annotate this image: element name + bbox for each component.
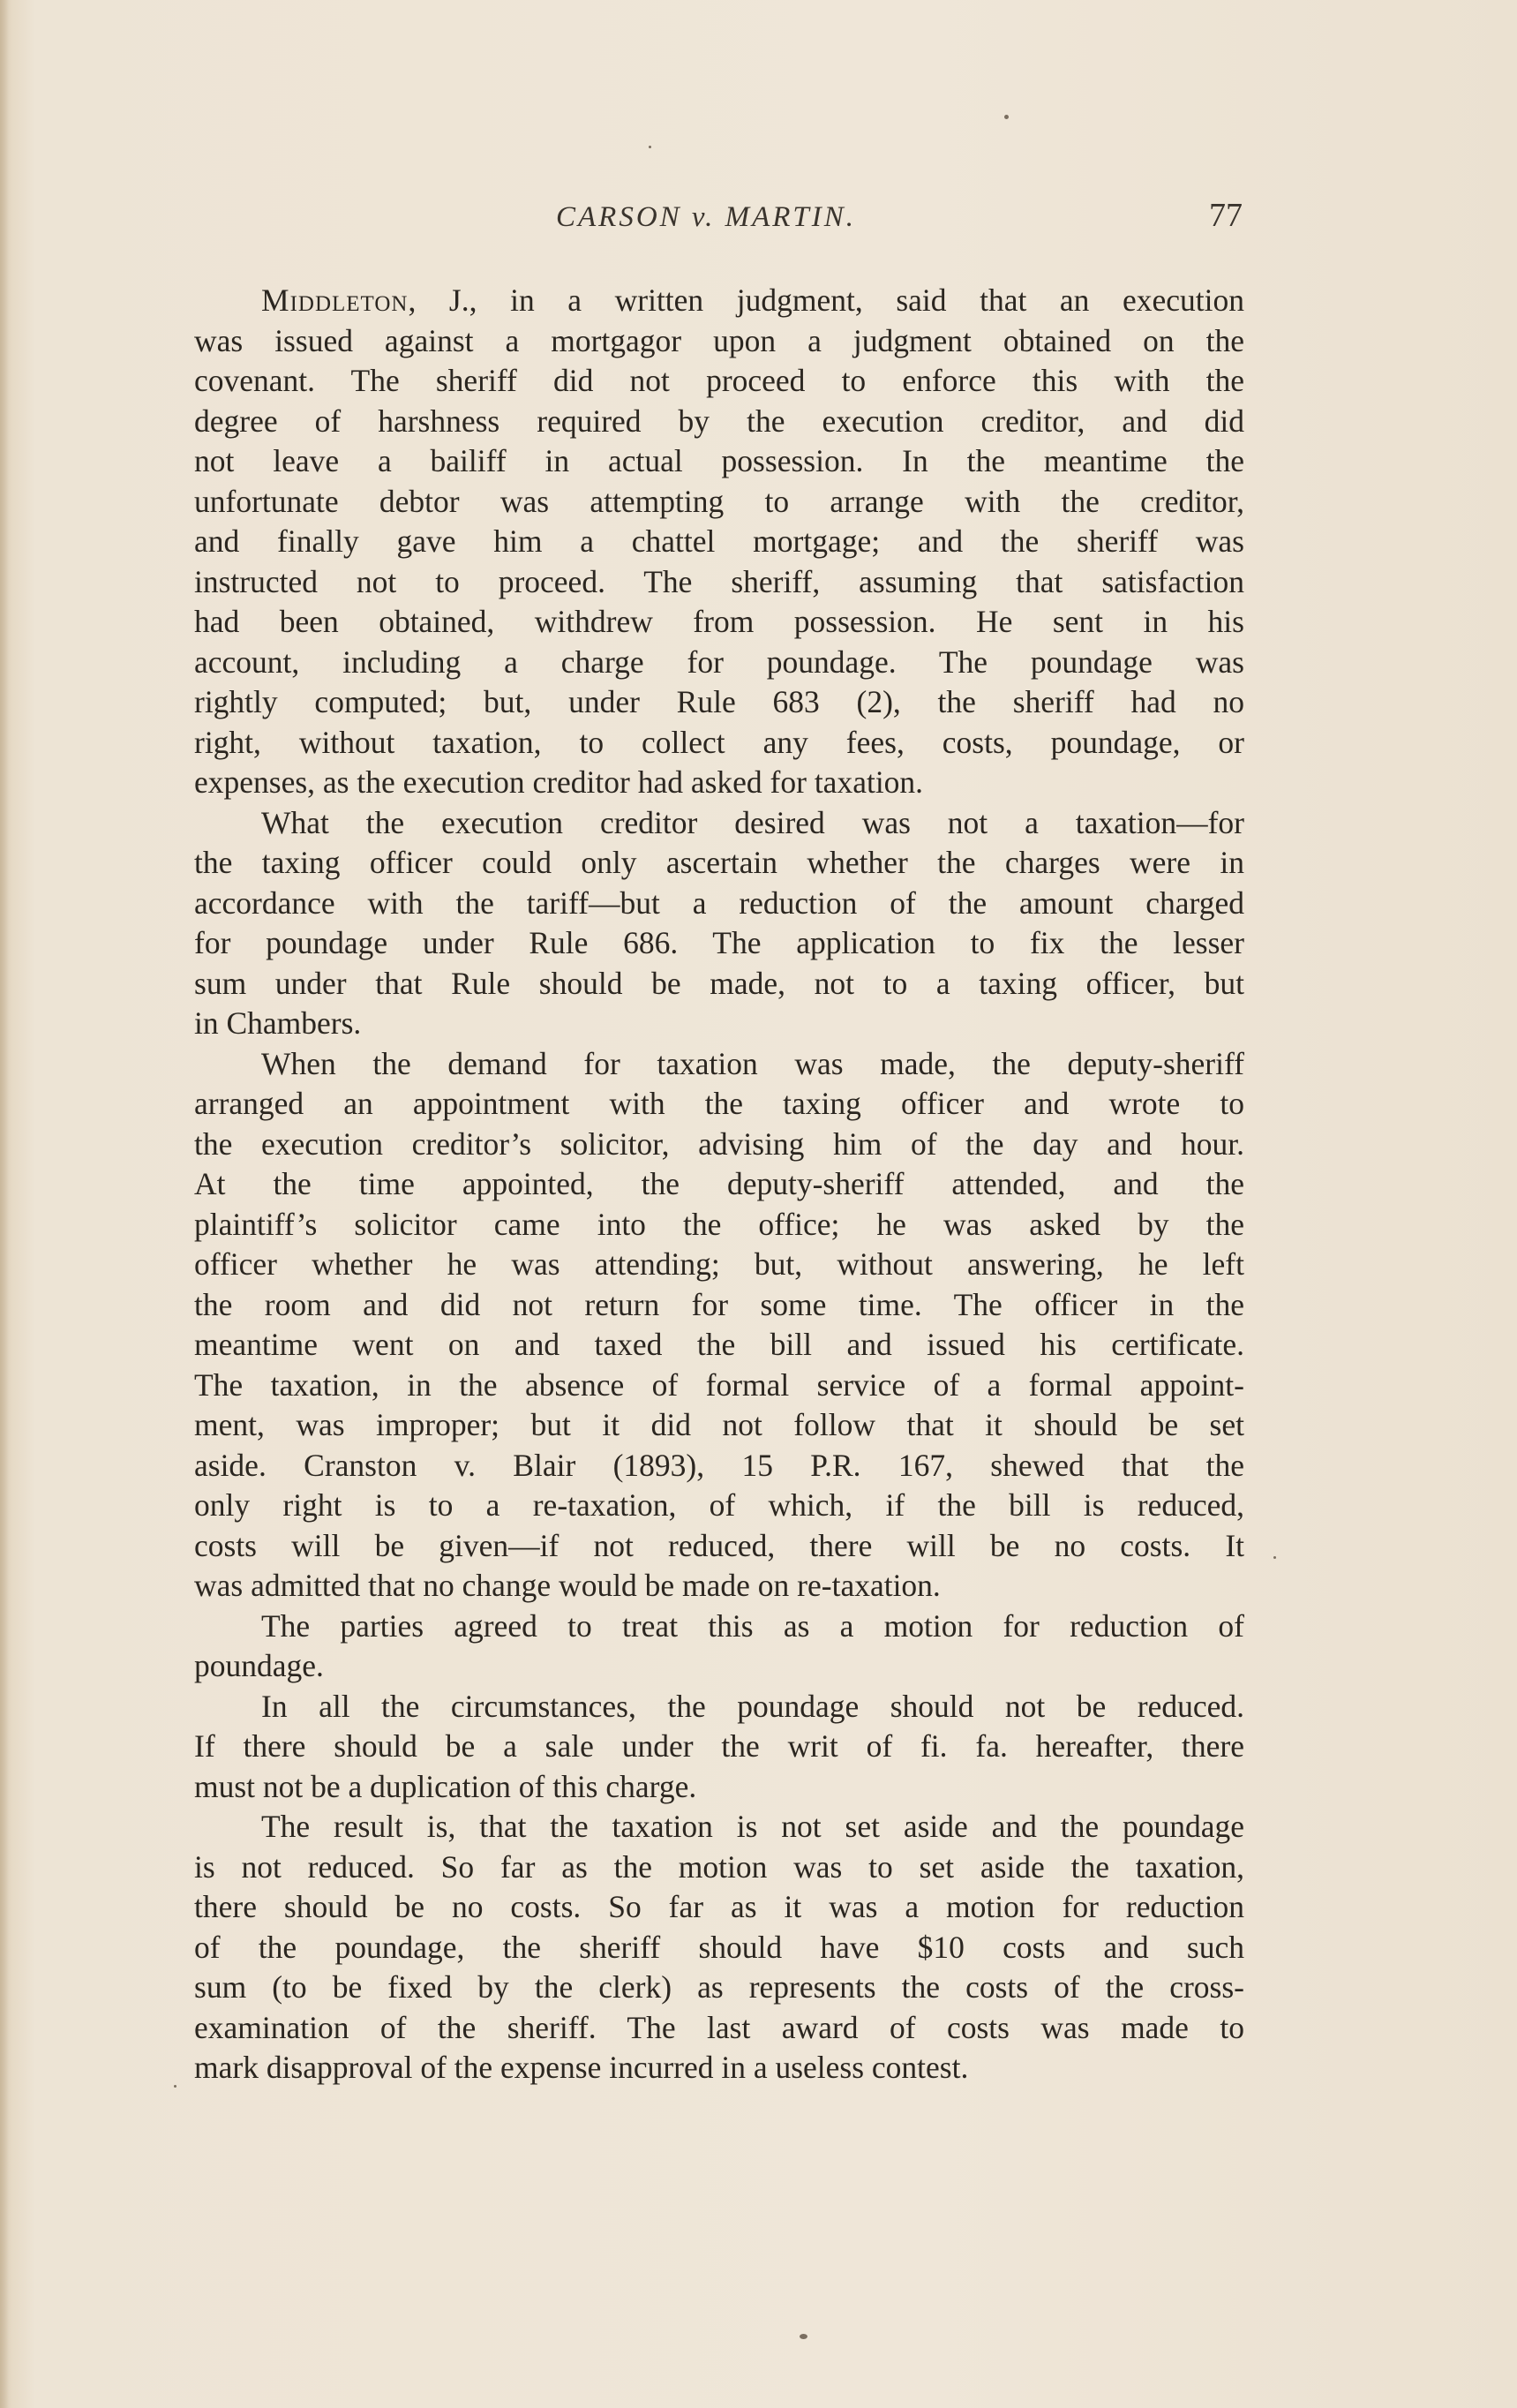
text-line bbox=[194, 1526, 1244, 1567]
line-text: If there should be a sale under the writ of fi. fa. hereafter, there bbox=[194, 1728, 1244, 1764]
text-line bbox=[194, 1807, 1244, 1847]
text-line bbox=[194, 1968, 1244, 2008]
line-text: for poundage under Rule 686. The application to fix the lesser bbox=[194, 925, 1244, 960]
line-text: unfortunate debtor was attempting to arrange with the creditor, bbox=[194, 483, 1244, 519]
line-text: of the poundage, the sheriff should have $10 costs and such bbox=[194, 1929, 1244, 1965]
text-line bbox=[194, 321, 1244, 362]
text-line bbox=[194, 1325, 1244, 1366]
line-text: the room and did not return for some time. The officer in the bbox=[194, 1286, 1244, 1322]
text-line bbox=[194, 1164, 1244, 1205]
text-line bbox=[194, 884, 1244, 924]
line-text: account, including a charge for poundage. The poundage was bbox=[194, 643, 1244, 680]
text-line bbox=[194, 1205, 1244, 1245]
binding-edge-shadow bbox=[0, 0, 9, 2408]
line-text: was admitted that no change would be made on re-taxation. bbox=[194, 1568, 941, 1603]
text-line bbox=[194, 682, 1244, 723]
text-line bbox=[194, 2008, 1244, 2049]
text-line bbox=[194, 2048, 1244, 2088]
line-text: expenses, as the execution creditor had asked for taxation. bbox=[194, 764, 924, 800]
text-line bbox=[194, 763, 1244, 803]
line-text: examination of the sheriff. The last award of costs was made to bbox=[194, 2009, 1244, 2045]
line-text: in Chambers. bbox=[194, 1005, 362, 1041]
line-text: accordance with the tariff—but a reduction of the amount charged bbox=[194, 884, 1244, 921]
line-text: had been obtained, withdrew from possession. He sent in his bbox=[194, 604, 1244, 639]
text-line bbox=[194, 1245, 1244, 1285]
line-text: When the demand for taxation was made, the deputy-sheriff bbox=[261, 1045, 1244, 1081]
line-text: only right is to a re-taxation, of which, if the bill is reduced, bbox=[194, 1487, 1244, 1523]
line-text: not leave a bailiff in actual possession. In the meantime the bbox=[194, 443, 1244, 478]
text-line bbox=[194, 1928, 1244, 1968]
paper-speck bbox=[1004, 115, 1009, 119]
paper-speck bbox=[1273, 1556, 1276, 1559]
line-text: The parties agreed to treat this as a motion for reduction of bbox=[261, 1607, 1244, 1644]
text-line bbox=[194, 1687, 1244, 1727]
line-text: must not be a duplication of this charge. bbox=[194, 1768, 697, 1804]
text-line bbox=[194, 602, 1244, 643]
text-line bbox=[194, 482, 1244, 523]
line-text: degree of harshness required by the execution creditor, and did bbox=[194, 403, 1244, 439]
text-line bbox=[194, 1405, 1244, 1446]
line-text: is not reduced. So far as the motion was to set aside the taxation, bbox=[194, 1848, 1244, 1885]
line-text: covenant. The sheriff did not proceed to enforce this with the bbox=[194, 363, 1244, 398]
text-line bbox=[194, 1125, 1244, 1165]
line-text: In all the circumstances, the poundage should not be reduced. bbox=[261, 1688, 1244, 1724]
text-line bbox=[194, 1767, 1244, 1808]
line-text: arranged an appointment with the taxing officer and wrote to bbox=[194, 1086, 1244, 1121]
line-text: The result is, that the taxation is not set aside and the poundage bbox=[261, 1809, 1244, 1844]
line-text: What the execution creditor desired was not a taxation—for bbox=[261, 804, 1244, 840]
text-line bbox=[194, 1285, 1244, 1326]
line-text: was issued against a mortgagor upon a judgment obtained on the bbox=[194, 322, 1244, 358]
text-line bbox=[194, 923, 1244, 964]
text-line bbox=[194, 964, 1244, 1005]
text-line bbox=[194, 402, 1244, 442]
text-line bbox=[194, 522, 1244, 562]
line-text: ment, was improper; but it did not follow that it should be set bbox=[194, 1407, 1244, 1442]
text-line bbox=[194, 1004, 1244, 1044]
text-line bbox=[194, 643, 1244, 683]
line-text: officer whether he was attending; but, without answering, he left bbox=[194, 1246, 1244, 1282]
page-header bbox=[194, 196, 1253, 249]
line-text: the execution creditor’s solicitor, advising him of the day and hour. bbox=[194, 1125, 1244, 1162]
running-title: CARSON v. MARTIN. bbox=[556, 201, 857, 233]
paper-speck bbox=[174, 2085, 176, 2088]
text-line bbox=[194, 1646, 1244, 1687]
text-line bbox=[194, 1847, 1244, 1888]
text-line bbox=[194, 1486, 1244, 1526]
line-text: mark disapproval of the expense incurred in a useless contest. bbox=[194, 2050, 969, 2085]
paper-speck bbox=[800, 2334, 807, 2339]
text-line bbox=[194, 441, 1244, 482]
line-text: aside. Cranston v. Blair (1893), 15 P.R. 167, shewed that the bbox=[194, 1447, 1244, 1483]
text-line bbox=[194, 1366, 1244, 1406]
text-line bbox=[194, 281, 1244, 321]
line-text: there should be no costs. So far as it was a motion for reduction bbox=[194, 1889, 1244, 1924]
text-line bbox=[194, 1887, 1244, 1928]
line-text: sum (to be fixed by the clerk) as represents the costs of the cross- bbox=[194, 1969, 1244, 2005]
line-text: the taxing officer could only ascertain whether the charges were in bbox=[194, 845, 1244, 880]
line-text: meantime went on and taxed the bill and issued his certificate. bbox=[194, 1327, 1244, 1362]
text-line bbox=[194, 803, 1244, 844]
text-line bbox=[194, 1446, 1244, 1486]
text-line bbox=[194, 1607, 1244, 1647]
line-text: At the time appointed, the deputy-sheriff attended, and the bbox=[194, 1166, 1244, 1201]
text-line bbox=[194, 723, 1244, 764]
text-line bbox=[194, 361, 1244, 402]
line-text: costs will be given—if not reduced, there will be no costs. It bbox=[194, 1527, 1244, 1563]
judgment-text bbox=[194, 281, 1244, 2088]
text-line bbox=[194, 1566, 1244, 1607]
text-line bbox=[194, 1727, 1244, 1767]
paper-speck bbox=[649, 146, 651, 148]
line-text: right, without taxation, to collect any fees, costs, poundage, or bbox=[194, 724, 1244, 760]
line-text: The taxation, in the absence of formal service of a formal appoint- bbox=[194, 1366, 1244, 1403]
line-text: plaintiff’s solicitor came into the office; he was asked by the bbox=[194, 1206, 1244, 1242]
line-text: sum under that Rule should be made, not to a taxing officer, but bbox=[194, 965, 1244, 1001]
text-line bbox=[194, 1044, 1244, 1085]
text-line bbox=[194, 562, 1244, 603]
line-text: and finally gave him a chattel mortgage; and the sheriff was bbox=[194, 523, 1244, 559]
page-number: 77 bbox=[1209, 197, 1243, 234]
line-text: poundage. bbox=[194, 1648, 324, 1683]
line-text: , J., in a written judgment, said that an execution bbox=[408, 282, 1244, 318]
line-text: rightly computed; but, under Rule 683 (2), the sheriff had no bbox=[194, 684, 1244, 719]
text-line bbox=[194, 843, 1244, 884]
judge-name: Middleton bbox=[261, 282, 409, 318]
text-line bbox=[194, 1084, 1244, 1125]
line-text: instructed not to proceed. The sheriff, assuming that satisfaction bbox=[194, 563, 1244, 599]
